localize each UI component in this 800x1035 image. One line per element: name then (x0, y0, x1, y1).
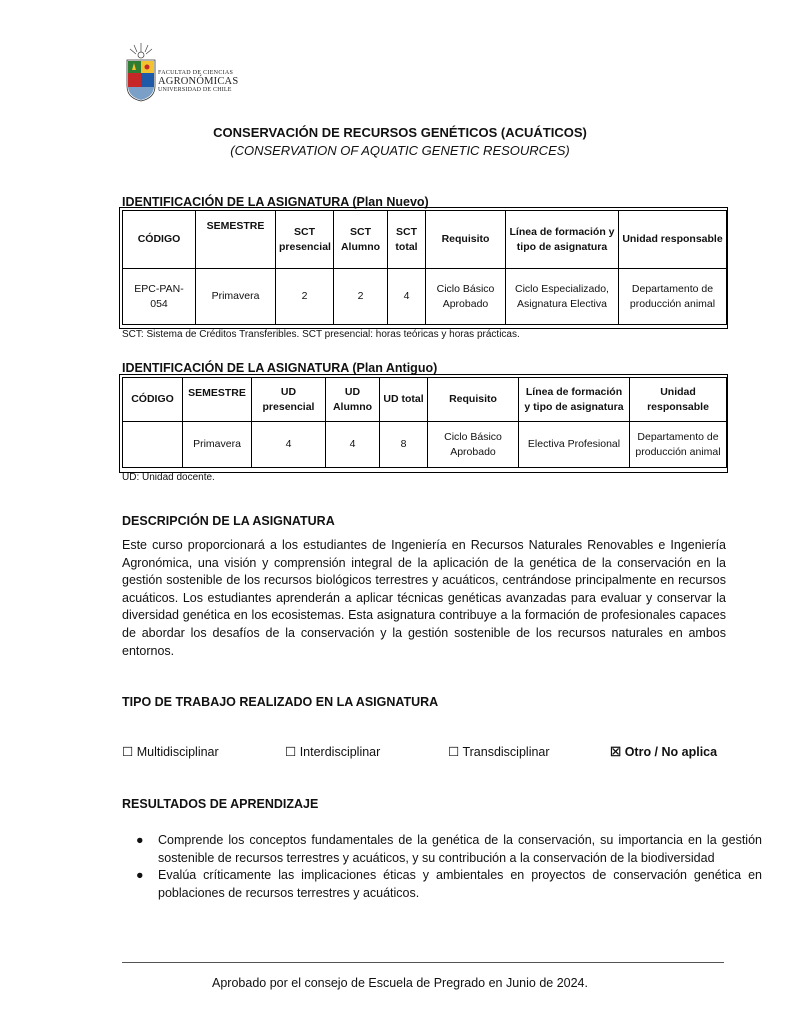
option-transdisciplinar[interactable] (448, 744, 550, 759)
list-item (136, 867, 762, 902)
table-row (123, 269, 727, 325)
resultados-heading: RESULTADOS DE APRENDIZAJE (122, 797, 319, 811)
cell-ud-total: 8 (380, 422, 428, 468)
cell-semestre: Primavera (183, 422, 252, 468)
list-item-text: Comprende los conceptos fundamentales de la genética de la conservación, su importancia en la gestión sostenible de recursos terrestres y acuáticos, y su contribución a la conservación de la biodiversidad (158, 833, 762, 865)
tipo-trabajo-heading: TIPO DE TRABAJO REALIZADO EN LA ASIGNATURA (122, 695, 439, 709)
cell-sct-total: 4 (388, 269, 426, 325)
table-header-row (123, 211, 727, 269)
col-requisito: Requisito (428, 378, 519, 422)
col-sct-total: SCT total (388, 211, 426, 269)
descripcion-heading: DESCRIPCIÓN DE LA ASIGNATURA (122, 514, 335, 528)
col-codigo: CÓDIGO (123, 211, 196, 269)
course-title: CONSERVACIÓN DE RECURSOS GENÉTICOS (ACUÁTICOS) (213, 125, 587, 140)
table-row (123, 422, 727, 468)
bullet-icon: ● (136, 868, 144, 883)
col-codigo: CÓDIGO (123, 378, 183, 422)
plan-nuevo-table (122, 210, 727, 325)
cell-ud-presencial: 4 (252, 422, 326, 468)
col-sct-alumno: SCT Alumno (334, 211, 388, 269)
col-unidad-responsable: Unidad responsable (630, 378, 727, 422)
plan-nuevo-note: SCT: Sistema de Créditos Transferibles. SCT presencial: horas teóricas y horas prácticas. (122, 329, 520, 340)
cell-linea-formacion: Electiva Profesional (519, 422, 630, 468)
bullet-icon: ● (136, 833, 144, 847)
option-otro-no-aplica[interactable] (610, 744, 717, 759)
course-subtitle: (CONSERVATION OF AQUATIC GENETIC RESOURCES) (230, 143, 570, 158)
cell-unidad-responsable: Departamento de producción animal (630, 422, 727, 468)
checkbox-checked-icon[interactable]: ☒ (610, 745, 622, 759)
plan-nuevo-heading: IDENTIFICACIÓN DE LA ASIGNATURA (Plan Nuevo) (122, 195, 429, 209)
option-label: Multidisciplinar (136, 745, 219, 759)
option-multidisciplinar[interactable] (122, 744, 219, 759)
col-ud-alumno: UD Alumno (326, 378, 380, 422)
table-header-row (123, 378, 727, 422)
col-linea-formacion: Línea de formación y tipo de asignatura (506, 211, 619, 269)
logo-line-1: FACULTAD DE CIENCIAS (158, 70, 234, 76)
cell-codigo (123, 422, 183, 468)
option-interdisciplinar[interactable] (285, 744, 380, 759)
logo-line-2: AGRONÓMICAS (158, 76, 239, 88)
cell-sct-alumno: 2 (334, 269, 388, 325)
plan-antiguo-table (122, 377, 727, 468)
col-ud-total: UD total (380, 378, 428, 422)
cell-unidad-responsable: Departamento de producción animal (619, 269, 727, 325)
footer-approval: Aprobado por el consejo de Escuela de Pregrado en Junio de 2024. (212, 976, 588, 990)
col-sct-presencial: SCT presencial (276, 211, 334, 269)
cell-requisito: Ciclo Básico Aprobado (426, 269, 506, 325)
logo-text (158, 70, 238, 94)
list-item-text: Evalúa críticamente las implicaciones éticas y ambientales en proyectos de conservación genética en poblaciones de recursos terrestres y acuáticos. (158, 868, 762, 900)
plan-antiguo-note: UD: Unidad docente. (122, 472, 215, 483)
plan-antiguo-heading: IDENTIFICACIÓN DE LA ASIGNATURA (Plan Antiguo) (122, 361, 438, 375)
logo-line-3: UNIVERSIDAD DE CHILE (158, 87, 232, 94)
cell-sct-presencial: 2 (276, 269, 334, 325)
resultados-list (122, 832, 762, 902)
list-item (136, 832, 762, 867)
university-crest-icon (124, 40, 158, 102)
cell-linea-formacion: Ciclo Especializado, Asignatura Electiva (506, 269, 619, 325)
checkbox-unchecked-icon[interactable]: ☐ (122, 745, 134, 759)
col-ud-presencial: UD presencial (252, 378, 326, 422)
cell-semestre: Primavera (196, 269, 276, 325)
faculty-logo (124, 40, 239, 102)
checkbox-unchecked-icon[interactable]: ☐ (285, 745, 297, 759)
footer-divider (122, 962, 724, 963)
col-semestre: SEMESTRE (196, 211, 276, 269)
col-unidad-responsable: Unidad responsable (619, 211, 727, 269)
col-requisito: Requisito (426, 211, 506, 269)
option-label: Otro / No aplica (624, 745, 718, 759)
option-label: Interdisciplinar (299, 745, 381, 759)
cell-codigo: EPC-PAN-054 (123, 269, 196, 325)
col-linea-formacion: Línea de formación y tipo de asignatura (519, 378, 630, 422)
checkbox-unchecked-icon[interactable]: ☐ (448, 745, 460, 759)
col-semestre: SEMESTRE (183, 378, 252, 422)
cell-requisito: Ciclo Básico Aprobado (428, 422, 519, 468)
descripcion-text: Este curso proporcionará a los estudiantes de Ingeniería en Recursos Naturales Renovables e Ingeniería Agronómica, una visión y comprensión integral de la aplicación de la genética de la conservación en la gestión sostenible de los recursos biológicos terrestres y acuáticos, centrándose principalmente en recursos acuáticos. Los estudiantes aprenderán a aplicar técnicas genéticas avanzadas para evaluar y conservar la diversidad genética en los ecosistemas. Esta asignatura contribuye a la formación de profesionales capaces de abordar los desafíos de la conservación y la gestión sostenible de los recursos naturales en ambos entornos. (122, 538, 726, 658)
option-label: Transdisciplinar (462, 745, 550, 759)
cell-ud-alumno: 4 (326, 422, 380, 468)
